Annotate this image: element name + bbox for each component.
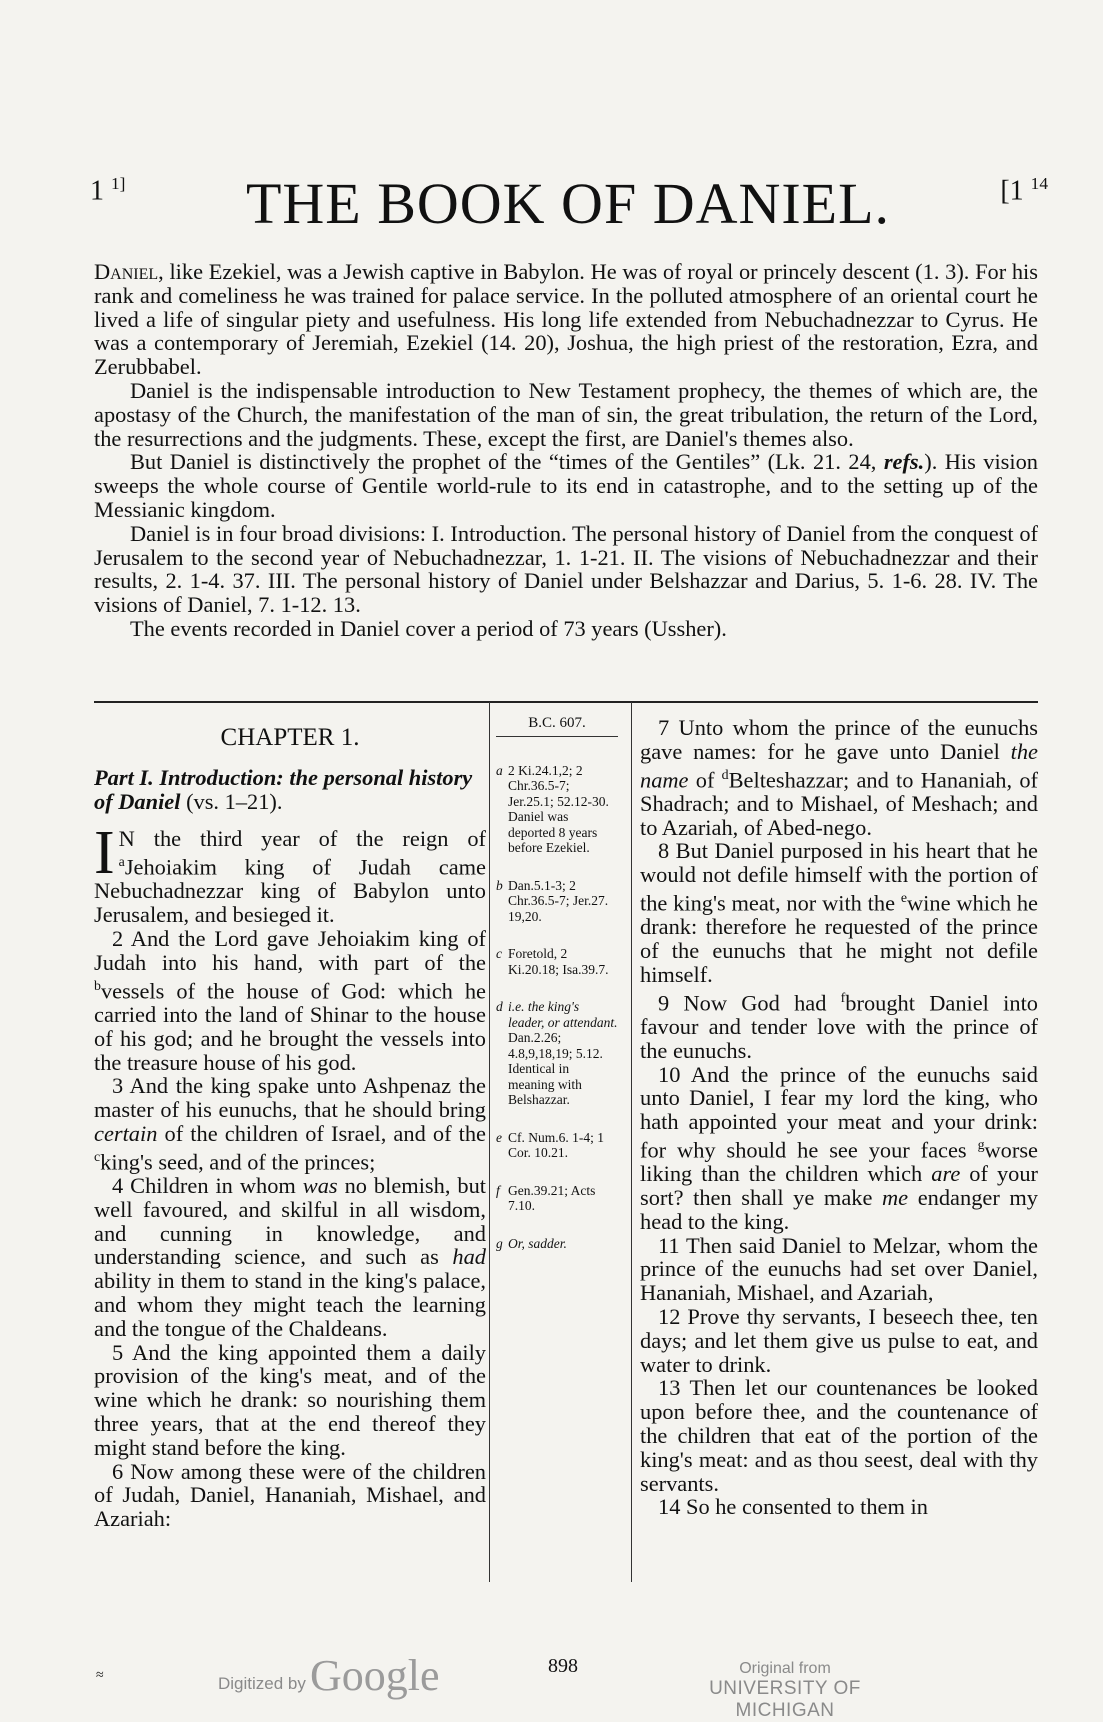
margin-note-c: c Foretold, 2 Ki.20.18; Isa.39.7. <box>496 946 609 977</box>
verse-9: 9 Now God had $^f$brought Daniel into favour and tender love with the prince of the eunuchs. <box>640 990 1038 1063</box>
verse-11: 11 Then said Daniel to Melzar, whom the prince of the eunuchs had set over Daniel, Hananiah, Mishael, and Azariah, <box>640 1232 1038 1306</box>
verse-2: 2 And the Lord gave Jehoiakim king of Judah into his hand, with part of the $^b$vessels of the house of God: which he carried into the land of Shinar to the house of his god; and he brought the vessels into the treasure house of his god. <box>94 926 486 1075</box>
verse-10: 10 And the prince of the eunuchs said unto Daniel, I fear my lord the king, who hath appointed your meat and your drink: for why should he see your faces $^g$worse liking than the children which are of your sort? then shall ye make me endanger my head to the king. <box>640 1061 1038 1234</box>
verse-4: 4 Children in whom was no blemish, but well favoured, and skilful in all wisdom, and cunning in knowledge, and understanding science, and such as had ability in them to stand in the king's palace, and whom they might teach the learning and the tongue of the Chaldeans. <box>94 1172 486 1341</box>
note-marker-b: b <box>94 978 101 994</box>
intro-paragraph-3: But Daniel is distinctively the prophet of the “times of the Gentiles” (Lk. 21. 24, refs.). His vision sweeps the whole course of Gentile world-rule to its end in catastrophe, and to the setting up of the Messianic kingdom. <box>94 449 1038 522</box>
verse-12: 12 Prove thy servants, I beseech thee, ten days; and let them give us pulse to eat, and water to drink. <box>640 1304 1038 1377</box>
column-divider-right <box>631 702 632 1582</box>
running-head <box>88 170 1048 260</box>
text-column-left <box>94 716 486 1531</box>
margin-note-e: e Cf. Num.6. 1-4; 1 Cor. 10.21. <box>496 1129 604 1160</box>
margin-note-a: a 2 Ki.24.1,2; 2 Chr.36.5-7; Jer.25.1; 52.12-30. Daniel was deported 8 years before Ezekiel. <box>496 762 609 855</box>
verse-1: I N the third year of the reign of $^a$Jehoiakim king of Judah came Nebuchadnezzar king of Babylon unto Jerusalem, and besieged it. <box>94 819 486 928</box>
date-label: B.C. 607. <box>496 716 618 737</box>
library-attribution: Original from UNIVERSITY OF MICHIGAN <box>709 1660 861 1721</box>
margin-note-g: g Or, sadder. <box>496 1235 567 1251</box>
part-heading: Part I. Introduction: the personal history of Daniel (vs. 1–21). <box>94 764 473 814</box>
verse-13: 13 Then let our countenances be looked upon before thee, and the countenance of the children that eat of the portion of the king's meat: and as thou seest, deal with thy servants. <box>640 1375 1038 1496</box>
note-marker-c: c <box>94 1149 101 1165</box>
intro-paragraph-4: Daniel is in four broad divisions: I. Introduction. The personal history of Daniel from the conquest of Jerusalem to the second year of Nebuchadnezzar, 1. 1-21. II. The visions of Nebuchadnezzar and their results, 2. 1-4. 37. III. The personal history of Daniel under Belshazzar and Darius, 5. 1-6. 28. IV. The visions of Daniel, 7. 1-12. 13. <box>94 520 1038 618</box>
margin-note-d: d i.e. the king's leader, or attendant. Dan.2.26; 4.8,9,18,19; 5.12. Identical in meaning with Belshazzar. <box>496 999 618 1107</box>
margin-note-b: b Dan.5.1-3; 2 Chr.36.5-7; Jer.27. 19,20. <box>496 877 609 924</box>
note-marker-g: g <box>977 1137 985 1153</box>
printer-mark: ≈ <box>96 1668 104 1683</box>
verse-7: 7 Unto whom the prince of the eunuchs gave names: for he gave unto Daniel the name of $^d$Belteshazzar; and to Hananiah, of Shadrach; and to Mishael, of Meshach; and to Azariah, of Abed-nego. <box>640 715 1038 840</box>
note-marker-e: e <box>900 891 908 907</box>
intro-paragraph-2: Daniel is the indispensable introduction to New Testament prophecy, the themes of which are, the apostasy of the Church, the manifestation of the man of sin, the great tribulation, the return of the Lord, the resurrections and the judgments. These, except the first, are Daniel's themes also. <box>94 377 1038 451</box>
google-logo: Google <box>310 1651 440 1700</box>
page-number: 898 <box>548 1655 578 1677</box>
chapter-verse-ref-right: [1 $^{14}$ <box>1000 174 1048 207</box>
verse-6: 6 Now among these were of the children of Judah, Daniel, Hananiah, Mishael, and Azariah: <box>94 1458 486 1532</box>
marginal-references <box>496 716 618 1273</box>
verse-5: 5 And the king appointed them a daily provision of the king's meat, and of the wine which he drank: so nourishing them three years, that at the end thereof they might stand before the king. <box>94 1339 486 1460</box>
margin-note-f: f Gen.39.21; Acts 7.10. <box>496 1182 596 1213</box>
note-marker-a: a <box>118 855 125 871</box>
book-introduction <box>94 260 1038 641</box>
text-column-right <box>640 716 1038 1519</box>
digitized-by-google-watermark: Digitized by Google <box>218 1651 440 1700</box>
intro-paragraph-1: Daniel, like Ezekiel, was a Jewish captive in Babylon. He was of royal or princely descent (1. 3). For his rank and comeliness he was trained for palace service. In the polluted atmosphere of an oriental court he lived a life of singular piety and usefulness. His long life extended from Nebuchadnezzar to Cyrus. He was a contemporary of Jeremiah, Ezekiel (14. 20), Joshua, the high priest of the restoration, Ezra, and Zerubbabel. <box>94 259 1038 380</box>
verse-8: 8 But Daniel purposed in his heart that he would not defile himself with the portion of the king's meat, nor with the $^e$wine which he drank: therefore he requested of the prince of the eunuchs that he might not defile himself. <box>640 838 1038 987</box>
note-marker-d: d <box>721 767 729 783</box>
chapter-verse-ref-left: 1 $^{1]}$ <box>90 174 126 207</box>
intro-paragraph-5: The events recorded in Daniel cover a period of 73 years (Ussher). <box>130 615 727 641</box>
verse-14: 14 So he consented to them in <box>658 1494 928 1520</box>
section-divider <box>94 701 1038 703</box>
page-title: THE BOOK OF DANIEL. <box>245 171 891 236</box>
note-marker-f: f <box>840 990 846 1006</box>
drop-cap: I <box>94 819 115 888</box>
verse-3: 3 And the king spake unto Ashpenaz the master of his eunuchs, that he should bring certain of the children of Israel, and of the $^c$king's seed, and of the princes; <box>94 1073 486 1175</box>
column-divider-left <box>489 702 490 1582</box>
chapter-heading: CHAPTER 1. <box>220 724 360 751</box>
